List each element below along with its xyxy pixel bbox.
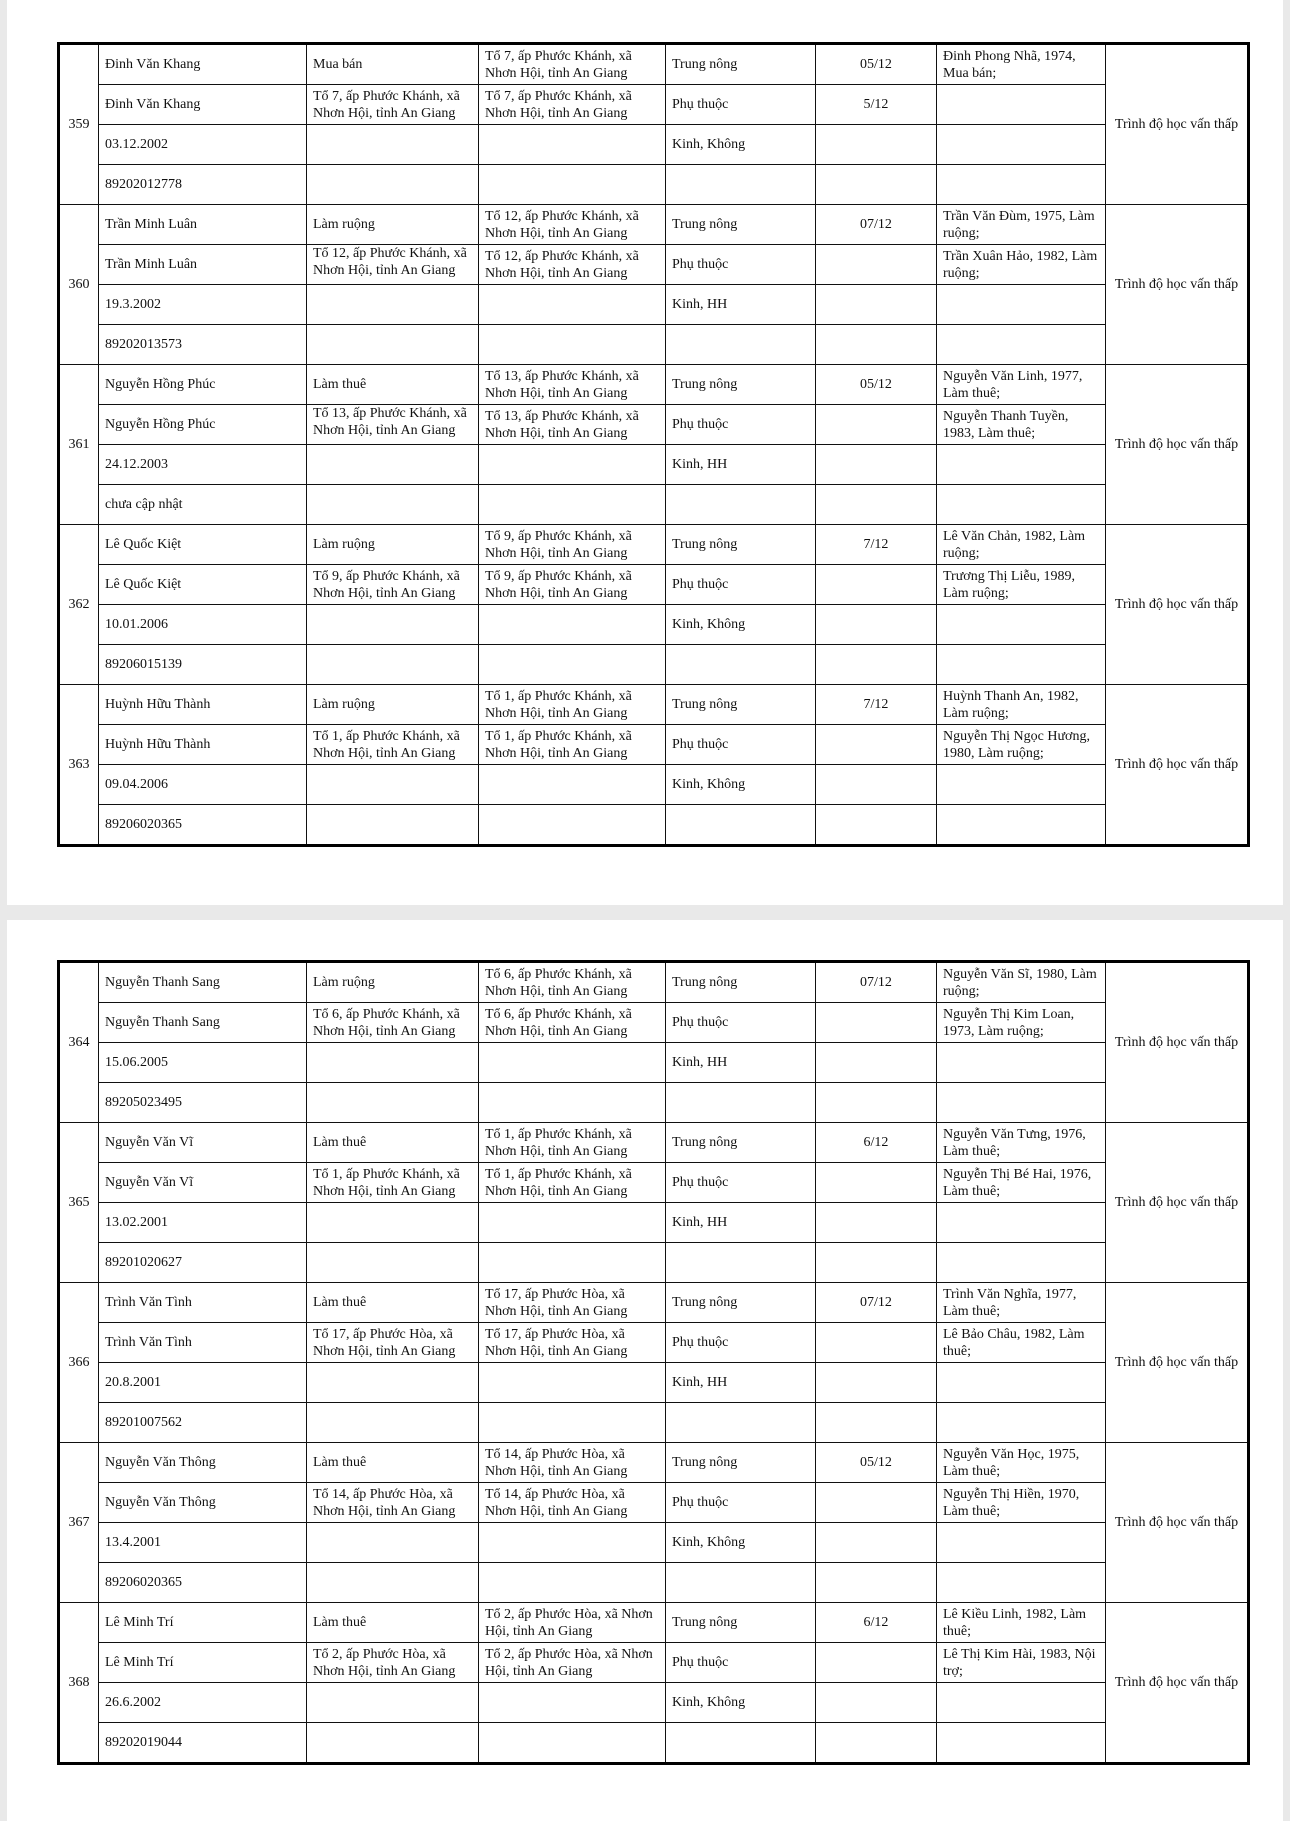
hometown: Tổ 14, ấp Phước Hòa, xã Nhơn Hội, tỉnh An Giang xyxy=(307,1483,479,1523)
father: Lê Kiều Linh, 1982, Làm thuê; xyxy=(937,1603,1106,1643)
address-repeat: Tổ 1, ấp Phước Khánh, xã Nhơn Hội, tỉnh An Giang xyxy=(479,725,666,765)
class-label: Trung nông xyxy=(666,1603,816,1643)
status: Phụ thuộc xyxy=(666,1483,816,1523)
hometown-text: Tổ 12, ấp Phước Khánh, xã Nhơn Hội, tỉnh An Giang xyxy=(313,245,467,278)
table-row xyxy=(59,1283,1249,1323)
date-of-birth: 10.01.2006 xyxy=(99,605,307,645)
father: Nguyễn Văn Linh, 1977, Làm thuê; xyxy=(937,365,1106,405)
term: 7/12 xyxy=(816,685,937,725)
occupation: Làm ruộng xyxy=(307,962,479,1003)
document-page-1 xyxy=(7,0,1283,905)
ethnicity-religion: Kinh, Không xyxy=(666,125,816,165)
status: Phụ thuộc xyxy=(666,405,816,445)
id-number: 89206020365 xyxy=(99,805,307,846)
ethnicity-religion: Kinh, Không xyxy=(666,605,816,645)
full-name-repeat: Trình Văn Tình xyxy=(99,1323,307,1363)
hometown: Tổ 9, ấp Phước Khánh, xã Nhơn Hội, tỉnh An Giang xyxy=(307,565,479,605)
occupation: Làm thuê xyxy=(307,365,479,405)
full-name: Lê Minh Trí xyxy=(99,1603,307,1643)
table-row xyxy=(59,285,1249,325)
id-number: chưa cập nhật xyxy=(99,485,307,525)
father: Nguyễn Văn Sĩ, 1980, Làm ruộng; xyxy=(937,962,1106,1003)
ethnicity-religion: Kinh, HH xyxy=(666,1363,816,1403)
term: 05/12 xyxy=(816,1443,937,1483)
status: Phụ thuộc xyxy=(666,565,816,605)
table-row xyxy=(59,1363,1249,1403)
education-level: Trình độ học vấn thấp xyxy=(1106,1123,1249,1283)
record-number: 367 xyxy=(59,1443,99,1603)
class-label: Trung nông xyxy=(666,365,816,405)
address: Tổ 6, ấp Phước Khánh, xã Nhơn Hội, tỉnh An Giang xyxy=(479,962,666,1003)
table-row xyxy=(59,405,1249,445)
date-of-birth: 15.06.2005 xyxy=(99,1043,307,1083)
full-name: Trần Minh Luân xyxy=(99,205,307,245)
document-page-2 xyxy=(7,920,1283,1821)
table-row xyxy=(59,1043,1249,1083)
date-of-birth: 03.12.2002 xyxy=(99,125,307,165)
term: 07/12 xyxy=(816,205,937,245)
ethnicity-religion: Kinh, HH xyxy=(666,445,816,485)
table-row xyxy=(59,485,1249,525)
term: 07/12 xyxy=(816,962,937,1003)
class-label: Trung nông xyxy=(666,962,816,1003)
hometown: Tổ 1, ấp Phước Khánh, xã Nhơn Hội, tỉnh An Giang xyxy=(307,725,479,765)
record-number: 366 xyxy=(59,1283,99,1443)
table-row xyxy=(59,1563,1249,1603)
full-name: Huỳnh Hữu Thành xyxy=(99,685,307,725)
registry-table xyxy=(57,960,1250,1765)
record-number: 362 xyxy=(59,525,99,685)
table-row xyxy=(59,165,1249,205)
mother: Lê Bảo Châu, 1982, Làm thuê; xyxy=(937,1323,1106,1363)
address: Tổ 9, ấp Phước Khánh, xã Nhơn Hội, tỉnh An Giang xyxy=(479,525,666,565)
address-repeat: Tổ 1, ấp Phước Khánh, xã Nhơn Hội, tỉnh An Giang xyxy=(479,1163,666,1203)
full-name: Nguyễn Văn Vĩ xyxy=(99,1123,307,1163)
mother: Nguyễn Thanh Tuyền, 1983, Làm thuê; xyxy=(937,405,1106,445)
hometown xyxy=(307,245,479,285)
education-level: Trình độ học vấn thấp xyxy=(1106,205,1249,365)
mother: Lê Thị Kim Hài, 1983, Nội trợ; xyxy=(937,1643,1106,1683)
hometown-text: Tổ 13, ấp Phước Khánh, xã Nhơn Hội, tỉnh An Giang xyxy=(313,405,467,438)
address: Tổ 14, ấp Phước Hòa, xã Nhơn Hội, tỉnh An Giang xyxy=(479,1443,666,1483)
address-repeat: Tổ 6, ấp Phước Khánh, xã Nhơn Hội, tỉnh An Giang xyxy=(479,1003,666,1043)
ethnicity-religion: Kinh, HH xyxy=(666,1203,816,1243)
address-repeat: Tổ 12, ấp Phước Khánh, xã Nhơn Hội, tỉnh An Giang xyxy=(479,245,666,285)
education-level: Trình độ học vấn thấp xyxy=(1106,1443,1249,1603)
table-row xyxy=(59,125,1249,165)
full-name: Trình Văn Tình xyxy=(99,1283,307,1323)
table-row xyxy=(59,1683,1249,1723)
occupation: Làm thuê xyxy=(307,1283,479,1323)
table-row xyxy=(59,1643,1249,1683)
hometown xyxy=(307,405,479,445)
full-name-repeat: Huỳnh Hữu Thành xyxy=(99,725,307,765)
mother xyxy=(937,85,1106,125)
status: Phụ thuộc xyxy=(666,1643,816,1683)
education-level: Trình độ học vấn thấp xyxy=(1106,365,1249,525)
occupation: Làm ruộng xyxy=(307,205,479,245)
table-row xyxy=(59,765,1249,805)
address-repeat: Tổ 2, ấp Phước Hòa, xã Nhơn Hội, tỉnh An Giang xyxy=(479,1643,666,1683)
term-secondary xyxy=(816,1643,937,1683)
mother: Nguyễn Thị Bé Hai, 1976, Làm thuê; xyxy=(937,1163,1106,1203)
ethnicity-religion: Kinh, Không xyxy=(666,765,816,805)
table-row xyxy=(59,205,1249,245)
address: Tổ 17, ấp Phước Hòa, xã Nhơn Hội, tỉnh An Giang xyxy=(479,1283,666,1323)
table-row xyxy=(59,1163,1249,1203)
occupation: Làm ruộng xyxy=(307,685,479,725)
full-name-repeat: Nguyễn Văn Vĩ xyxy=(99,1163,307,1203)
term: 05/12 xyxy=(816,365,937,405)
table-row xyxy=(59,1443,1249,1483)
full-name-repeat: Đinh Văn Khang xyxy=(99,85,307,125)
status: Phụ thuộc xyxy=(666,245,816,285)
full-name-repeat: Nguyễn Thanh Sang xyxy=(99,1003,307,1043)
father: Trần Văn Đùm, 1975, Làm ruộng; xyxy=(937,205,1106,245)
occupation: Mua bán xyxy=(307,44,479,85)
mother: Nguyễn Thị Hiền, 1970, Làm thuê; xyxy=(937,1483,1106,1523)
address: Tổ 1, ấp Phước Khánh, xã Nhơn Hội, tỉnh An Giang xyxy=(479,685,666,725)
address: Tổ 2, ấp Phước Hòa, xã Nhơn Hội, tỉnh An Giang xyxy=(479,1603,666,1643)
term-secondary xyxy=(816,1003,937,1043)
table-row xyxy=(59,605,1249,645)
record-number: 364 xyxy=(59,962,99,1123)
mother: Trương Thị Liễu, 1989, Làm ruộng; xyxy=(937,565,1106,605)
hometown: Tổ 7, ấp Phước Khánh, xã Nhơn Hội, tỉnh An Giang xyxy=(307,85,479,125)
table-row xyxy=(59,1243,1249,1283)
mother: Nguyễn Thị Kim Loan, 1973, Làm ruộng; xyxy=(937,1003,1106,1043)
table-row xyxy=(59,44,1249,85)
father: Nguyễn Văn Học, 1975, Làm thuê; xyxy=(937,1443,1106,1483)
ethnicity-religion: Kinh, Không xyxy=(666,1523,816,1563)
table-row xyxy=(59,805,1249,846)
full-name-repeat: Nguyễn Văn Thông xyxy=(99,1483,307,1523)
term: 05/12 xyxy=(816,44,937,85)
address: Tổ 13, ấp Phước Khánh, xã Nhơn Hội, tỉnh An Giang xyxy=(479,365,666,405)
table-row xyxy=(59,85,1249,125)
father: Lê Văn Chản, 1982, Làm ruộng; xyxy=(937,525,1106,565)
table-row xyxy=(59,1203,1249,1243)
table-row xyxy=(59,565,1249,605)
term-secondary xyxy=(816,1163,937,1203)
term-secondary xyxy=(816,1323,937,1363)
class-label: Trung nông xyxy=(666,525,816,565)
full-name: Nguyễn Văn Thông xyxy=(99,1443,307,1483)
date-of-birth: 19.3.2002 xyxy=(99,285,307,325)
date-of-birth: 09.04.2006 xyxy=(99,765,307,805)
id-number: 89205023495 xyxy=(99,1083,307,1123)
ethnicity-religion: Kinh, HH xyxy=(666,1043,816,1083)
table-row xyxy=(59,1723,1249,1764)
father: Nguyễn Văn Tưng, 1976, Làm thuê; xyxy=(937,1123,1106,1163)
education-level: Trình độ học vấn thấp xyxy=(1106,685,1249,846)
full-name: Nguyễn Thanh Sang xyxy=(99,962,307,1003)
hometown: Tổ 17, ấp Phước Hòa, xã Nhơn Hội, tỉnh An Giang xyxy=(307,1323,479,1363)
address-repeat: Tổ 17, ấp Phước Hòa, xã Nhơn Hội, tỉnh An Giang xyxy=(479,1323,666,1363)
occupation: Làm thuê xyxy=(307,1443,479,1483)
address-repeat: Tổ 14, ấp Phước Hòa, xã Nhơn Hội, tỉnh An Giang xyxy=(479,1483,666,1523)
id-number: 89202019044 xyxy=(99,1723,307,1764)
term-secondary xyxy=(816,725,937,765)
table-row xyxy=(59,445,1249,485)
status: Phụ thuộc xyxy=(666,1163,816,1203)
table-row xyxy=(59,1523,1249,1563)
education-level: Trình độ học vấn thấp xyxy=(1106,525,1249,685)
id-number: 89202012778 xyxy=(99,165,307,205)
id-number: 89202013573 xyxy=(99,325,307,365)
table-row xyxy=(59,245,1249,285)
term: 7/12 xyxy=(816,525,937,565)
education-level: Trình độ học vấn thấp xyxy=(1106,1283,1249,1443)
full-name: Đinh Văn Khang xyxy=(99,44,307,85)
class-label: Trung nông xyxy=(666,1283,816,1323)
ethnicity-religion: Kinh, HH xyxy=(666,285,816,325)
record-number: 359 xyxy=(59,44,99,205)
occupation: Làm ruộng xyxy=(307,525,479,565)
term: 6/12 xyxy=(816,1603,937,1643)
table-row xyxy=(59,725,1249,765)
address-repeat: Tổ 9, ấp Phước Khánh, xã Nhơn Hội, tỉnh An Giang xyxy=(479,565,666,605)
class-label: Trung nông xyxy=(666,205,816,245)
table-row xyxy=(59,685,1249,725)
date-of-birth: 24.12.2003 xyxy=(99,445,307,485)
date-of-birth: 26.6.2002 xyxy=(99,1683,307,1723)
hometown: Tổ 2, ấp Phước Hòa, xã Nhơn Hội, tỉnh An Giang xyxy=(307,1643,479,1683)
term-secondary xyxy=(816,245,937,285)
term: 07/12 xyxy=(816,1283,937,1323)
hometown: Tổ 6, ấp Phước Khánh, xã Nhơn Hội, tỉnh An Giang xyxy=(307,1003,479,1043)
id-number: 89201020627 xyxy=(99,1243,307,1283)
record-number: 361 xyxy=(59,365,99,525)
occupation: Làm thuê xyxy=(307,1123,479,1163)
education-level: Trình độ học vấn thấp xyxy=(1106,1603,1249,1764)
ethnicity-religion: Kinh, Không xyxy=(666,1683,816,1723)
table-row xyxy=(59,365,1249,405)
education-level: Trình độ học vấn thấp xyxy=(1106,44,1249,205)
father: Đinh Phong Nhã, 1974, Mua bán; xyxy=(937,44,1106,85)
table-row xyxy=(59,1403,1249,1443)
mother: Trần Xuân Hảo, 1982, Làm ruộng; xyxy=(937,245,1106,285)
status: Phụ thuộc xyxy=(666,1323,816,1363)
full-name-repeat: Lê Minh Trí xyxy=(99,1643,307,1683)
registry-table xyxy=(57,42,1250,847)
table-row xyxy=(59,962,1249,1003)
table-row xyxy=(59,1123,1249,1163)
id-number: 89201007562 xyxy=(99,1403,307,1443)
father: Huỳnh Thanh An, 1982, Làm ruộng; xyxy=(937,685,1106,725)
status: Phụ thuộc xyxy=(666,725,816,765)
table-row xyxy=(59,645,1249,685)
date-of-birth: 13.4.2001 xyxy=(99,1523,307,1563)
date-of-birth: 20.8.2001 xyxy=(99,1363,307,1403)
full-name: Nguyễn Hồng Phúc xyxy=(99,365,307,405)
table-row xyxy=(59,1603,1249,1643)
record-number: 360 xyxy=(59,205,99,365)
term-secondary xyxy=(816,565,937,605)
full-name: Lê Quốc Kiệt xyxy=(99,525,307,565)
status: Phụ thuộc xyxy=(666,85,816,125)
record-number: 368 xyxy=(59,1603,99,1764)
status: Phụ thuộc xyxy=(666,1003,816,1043)
table-row xyxy=(59,1323,1249,1363)
table-row xyxy=(59,525,1249,565)
class-label: Trung nông xyxy=(666,1123,816,1163)
full-name-repeat: Nguyễn Hồng Phúc xyxy=(99,405,307,445)
date-of-birth: 13.02.2001 xyxy=(99,1203,307,1243)
term-secondary xyxy=(816,405,937,445)
table-row xyxy=(59,1483,1249,1523)
class-label: Trung nông xyxy=(666,44,816,85)
term-secondary: 5/12 xyxy=(816,85,937,125)
mother: Nguyễn Thị Ngọc Hương, 1980, Làm ruộng; xyxy=(937,725,1106,765)
table-row xyxy=(59,1003,1249,1043)
address: Tổ 1, ấp Phước Khánh, xã Nhơn Hội, tỉnh An Giang xyxy=(479,1123,666,1163)
id-number: 89206015139 xyxy=(99,645,307,685)
class-label: Trung nông xyxy=(666,1443,816,1483)
father: Trình Văn Nghĩa, 1977, Làm thuê; xyxy=(937,1283,1106,1323)
address: Tổ 7, ấp Phước Khánh, xã Nhơn Hội, tỉnh An Giang xyxy=(479,44,666,85)
education-level: Trình độ học vấn thấp xyxy=(1106,962,1249,1123)
table-row xyxy=(59,1083,1249,1123)
address-repeat: Tổ 7, ấp Phước Khánh, xã Nhơn Hội, tỉnh An Giang xyxy=(479,85,666,125)
address: Tổ 12, ấp Phước Khánh, xã Nhơn Hội, tỉnh An Giang xyxy=(479,205,666,245)
occupation: Làm thuê xyxy=(307,1603,479,1643)
id-number: 89206020365 xyxy=(99,1563,307,1603)
record-number: 363 xyxy=(59,685,99,846)
full-name-repeat: Lê Quốc Kiệt xyxy=(99,565,307,605)
hometown: Tổ 1, ấp Phước Khánh, xã Nhơn Hội, tỉnh An Giang xyxy=(307,1163,479,1203)
record-number: 365 xyxy=(59,1123,99,1283)
address-repeat: Tổ 13, ấp Phước Khánh, xã Nhơn Hội, tỉnh An Giang xyxy=(479,405,666,445)
table-row xyxy=(59,325,1249,365)
full-name-repeat: Trần Minh Luân xyxy=(99,245,307,285)
term-secondary xyxy=(816,1483,937,1523)
class-label: Trung nông xyxy=(666,685,816,725)
term: 6/12 xyxy=(816,1123,937,1163)
